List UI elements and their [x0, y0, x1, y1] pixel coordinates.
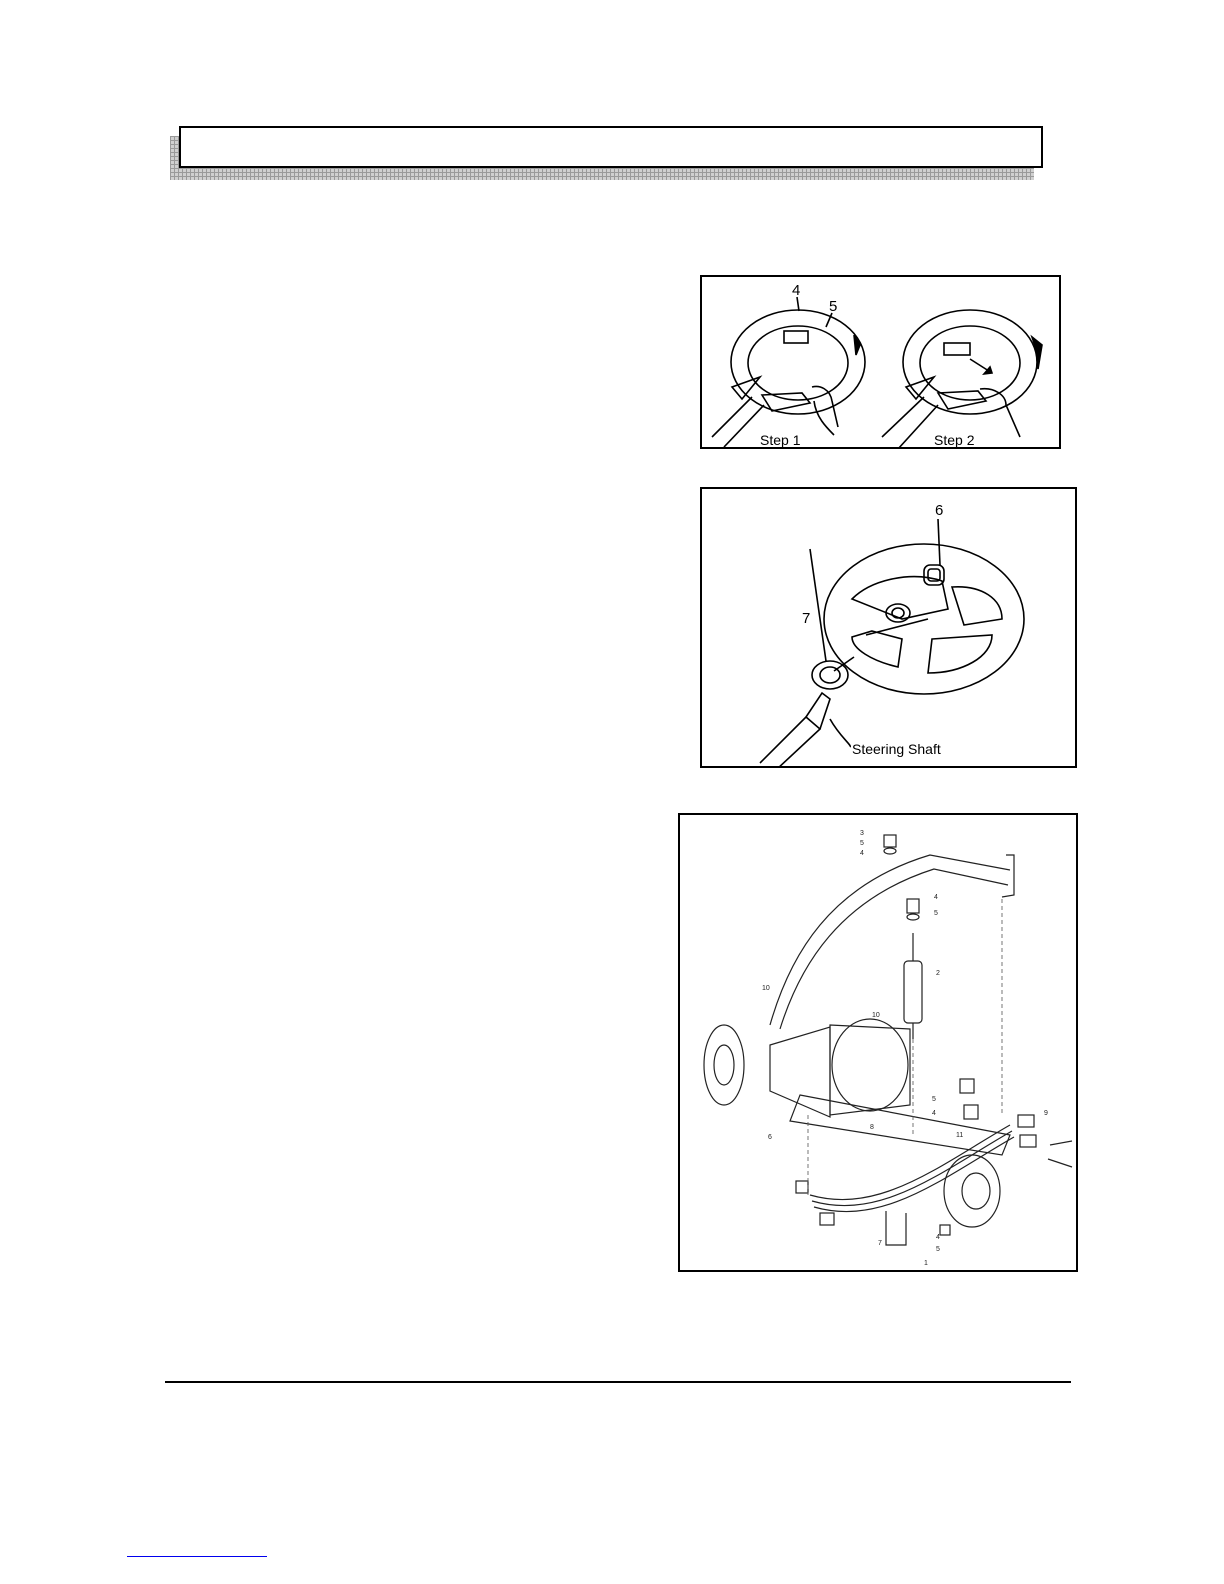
- horn-pad-illustration: [702, 277, 1061, 449]
- callout-1: 1: [924, 1260, 928, 1267]
- rear-suspension-illustration: [680, 815, 1078, 1272]
- callout-10a: 10: [762, 985, 770, 992]
- callout-4a: 4: [860, 850, 864, 857]
- callout-4c: 4: [932, 1110, 936, 1117]
- callout-5c: 5: [932, 1096, 936, 1103]
- callout-7: 7: [802, 610, 811, 627]
- callout-9: 9: [1044, 1110, 1048, 1117]
- callout-4b: 4: [934, 894, 938, 901]
- callout-4d: 4: [936, 1234, 940, 1241]
- figure-steering-wheel: [700, 487, 1077, 768]
- steering-wheel-illustration: [702, 489, 1077, 768]
- steering-shaft-label: Steering Shaft: [852, 741, 941, 757]
- callout-5d: 5: [936, 1246, 940, 1253]
- page-link-underline[interactable]: [127, 1556, 267, 1557]
- callout-11: 11: [956, 1132, 964, 1139]
- callout-3: 3: [860, 830, 864, 837]
- footer-rule: [165, 1381, 1071, 1383]
- callout-8: 8: [870, 1124, 874, 1131]
- callout-5a: 5: [860, 840, 864, 847]
- callout-5b: 5: [934, 910, 938, 917]
- callout-6: 6: [935, 502, 944, 519]
- callout-5: 5: [829, 298, 838, 315]
- title-bar: [179, 126, 1043, 168]
- callout-7: 7: [878, 1240, 882, 1247]
- figure-horn-pad-removal: [700, 275, 1061, 449]
- callout-2: 2: [936, 970, 940, 977]
- callout-6: 6: [768, 1134, 772, 1141]
- callout-4: 4: [792, 282, 801, 299]
- callout-10b: 10: [872, 1012, 880, 1019]
- step-1-label: Step 1: [760, 432, 801, 448]
- figure-rear-suspension: [678, 813, 1078, 1272]
- step-2-label: Step 2: [934, 432, 975, 448]
